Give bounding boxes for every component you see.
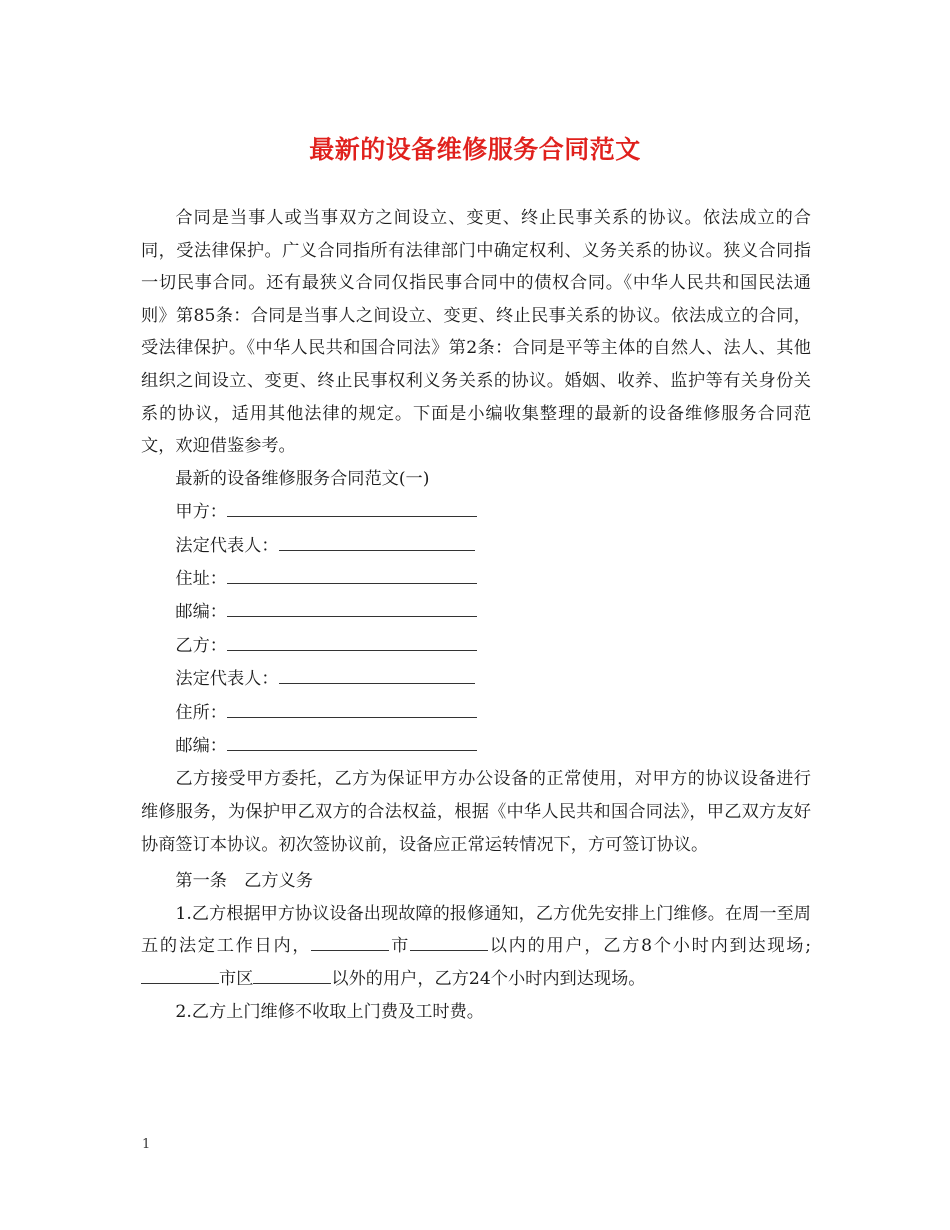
legal-rep-b-blank bbox=[279, 664, 475, 684]
address-b-blank bbox=[227, 698, 477, 718]
postcode-a-blank bbox=[227, 597, 477, 617]
postcode-b-field bbox=[141, 730, 811, 763]
postcode-b-blank bbox=[227, 731, 477, 751]
agreement-paragraph: 乙方接受甲方委托，乙方为保证甲方办公设备的正常使用，对甲方的协议设备进行维修服务，为保护甲乙双方的合法权益，根据《中华人民共和国合同法》，甲乙双方友好协商签订本协议。初次签协议前，设备应正常运转情况下，方可签订协议。 bbox=[141, 769, 811, 855]
clause-1-text-c: 以内的用户，乙方8个小时内到达现场; bbox=[488, 936, 811, 957]
section-heading: 最新的设备维修服务合同范文(一) bbox=[175, 468, 430, 489]
document-body bbox=[141, 202, 811, 1028]
address-b-label: 住所： bbox=[175, 702, 227, 723]
party-a-field bbox=[141, 496, 811, 529]
legal-rep-a-label: 法定代表人： bbox=[175, 535, 279, 556]
outer-distance-blank bbox=[253, 966, 331, 984]
address-a-label: 住址： bbox=[175, 568, 227, 589]
party-b-label: 乙方： bbox=[175, 635, 227, 656]
party-b-blank bbox=[227, 631, 477, 651]
clause-1-text-b: 市 bbox=[389, 936, 410, 957]
legal-rep-b-label: 法定代表人： bbox=[175, 669, 279, 690]
city-district-blank bbox=[141, 966, 219, 984]
party-b-field bbox=[141, 630, 811, 663]
document-title: 最新的设备维修服务合同范文 bbox=[309, 135, 641, 164]
city-blank bbox=[311, 933, 389, 951]
legal-rep-a-blank bbox=[279, 531, 475, 551]
address-a-field bbox=[141, 563, 811, 596]
distance-blank bbox=[410, 933, 488, 951]
clause-1-text-e: 以外的用户，乙方24个小时内到达现场。 bbox=[331, 968, 646, 989]
postcode-a-label: 邮编： bbox=[175, 602, 227, 623]
postcode-a-field bbox=[141, 596, 811, 629]
article-one-heading: 第一条 乙方义务 bbox=[175, 871, 313, 892]
clause-1-text-d: 市区 bbox=[219, 968, 254, 989]
party-a-blank bbox=[227, 497, 477, 517]
clause-1 bbox=[141, 898, 811, 996]
postcode-b-label: 邮编： bbox=[175, 736, 227, 756]
clause-2: 2.乙方上门维修不收取上门费及工时费。 bbox=[175, 1001, 484, 1022]
legal-rep-a-field bbox=[141, 530, 811, 563]
party-a-label: 甲方： bbox=[175, 502, 227, 523]
legal-rep-b-field bbox=[141, 663, 811, 696]
page-number: 1 bbox=[142, 1137, 151, 1152]
address-a-blank bbox=[227, 564, 477, 584]
address-b-field bbox=[141, 697, 811, 730]
intro-paragraph: 合同是当事人或当事双方之间设立、变更、终止民事关系的协议。依法成立的合同，受法律保护。广义合同指所有法律部门中确定权利、义务关系的协议。狭义合同指一切民事合同。还有最狭义合同仅指民事合同中的债权合同。《中华人民共和国民法通则》第85条：合同是当事人之间设立、变更、终止民事关系的协议。依法成立的合同，受法律保护。《中华人民共和国合同法》第2条：合同是平等主体的自然人、法人、其他组织之间设立、变更、终止民事权利义务关系的协议。婚姻、收养、监护等有关身份关系的协议，适用其他法律的规定。下面是小编收集整理的最新的设备维修服务合同范文，欢迎借鉴参考。 bbox=[141, 208, 811, 457]
clause-1-text-a: 1.乙方根据甲方协议设备出现故障的报修通知，乙方优先安排上门维修。在周一至周五的法定工作日内， bbox=[141, 903, 811, 957]
